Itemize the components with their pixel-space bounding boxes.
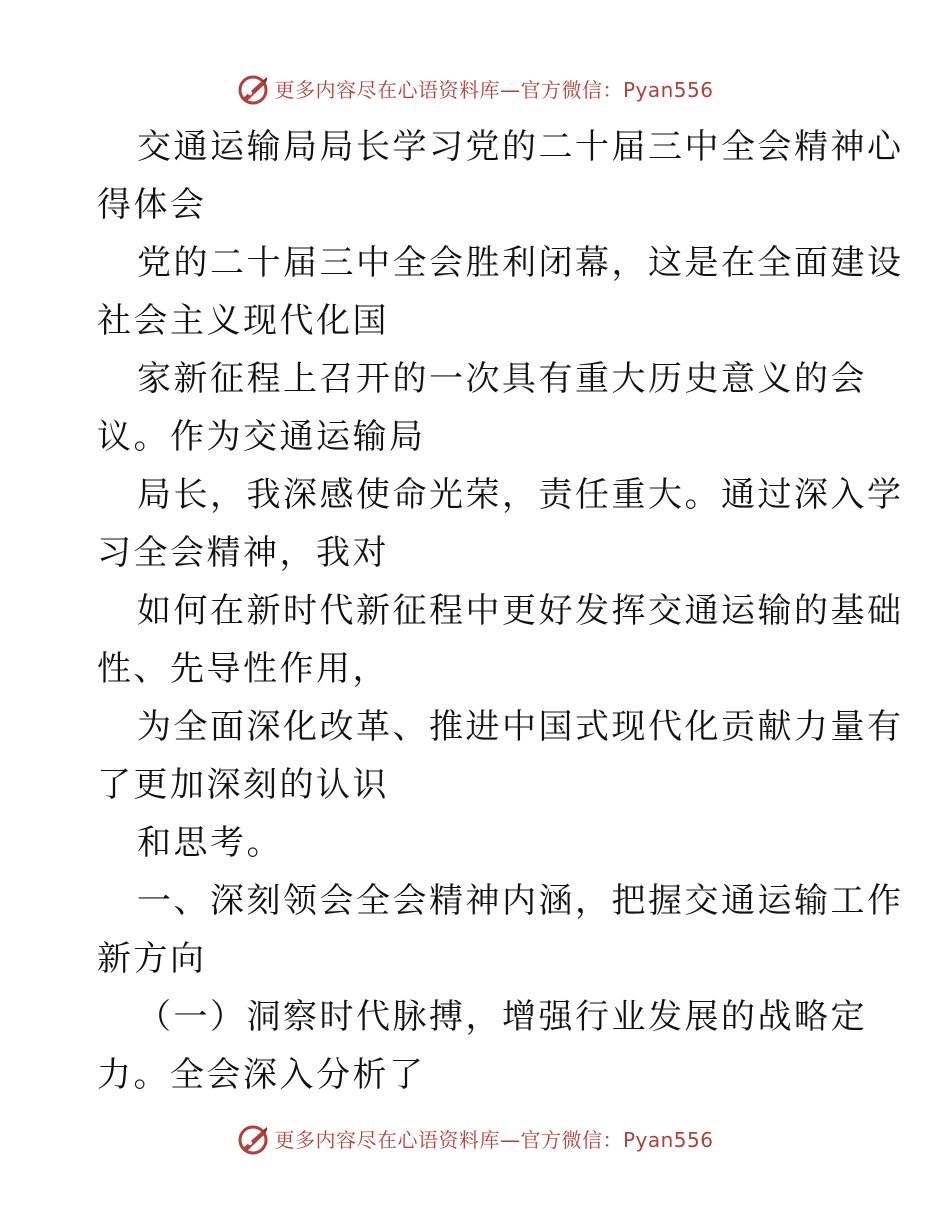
watermark-text: 更多内容尽在心语资料库—官方微信：Pyan556 [274,78,714,102]
text-line: 为全面深化改革、推进中国式现代化贡献力量有 [137,707,904,747]
text-line: 家新征程上召开的一次具有重大历史意义的会 [137,359,867,399]
text-line: 社会主义现代化国 [97,301,389,341]
text-line: 如何在新时代新征程中更好发挥交通运输的基础 [137,591,904,631]
text-line: 和思考。 [137,823,283,863]
text-line: 党的二十届三中全会胜利闭幕，这是在全面建设 [137,243,904,283]
text-line: 交通运输局局长学习党的二十届三中全会精神心 [137,127,904,167]
text-line: 局长，我深感使命光荣，责任重大。通过深入学 [137,475,904,515]
header-watermark [0,70,950,110]
section-heading-line: 一、深刻领会全会精神内涵，把握交通运输工作 [137,881,904,921]
text-line: 议。作为交通运输局 [97,417,426,457]
footer-watermark [0,1120,950,1160]
text-line: 性、先导性作用， [97,649,389,689]
watermark-text: 更多内容尽在心语资料库—官方微信：Pyan556 [274,1128,714,1152]
subsection-line: （一）洞察时代脉搏，增强行业发展的战略定 [137,997,867,1037]
pen-logo-icon [236,1123,270,1157]
text-line: 习全会精神，我对 [97,533,389,573]
text-line: 力。全会深入分析了 [97,1055,426,1095]
text-line: 了更加深刻的认识 [97,765,389,805]
text-line: 得体会 [97,185,207,225]
document-body [97,118,904,1104]
section-heading-line: 新方向 [97,939,207,979]
pen-logo-icon [236,73,270,107]
